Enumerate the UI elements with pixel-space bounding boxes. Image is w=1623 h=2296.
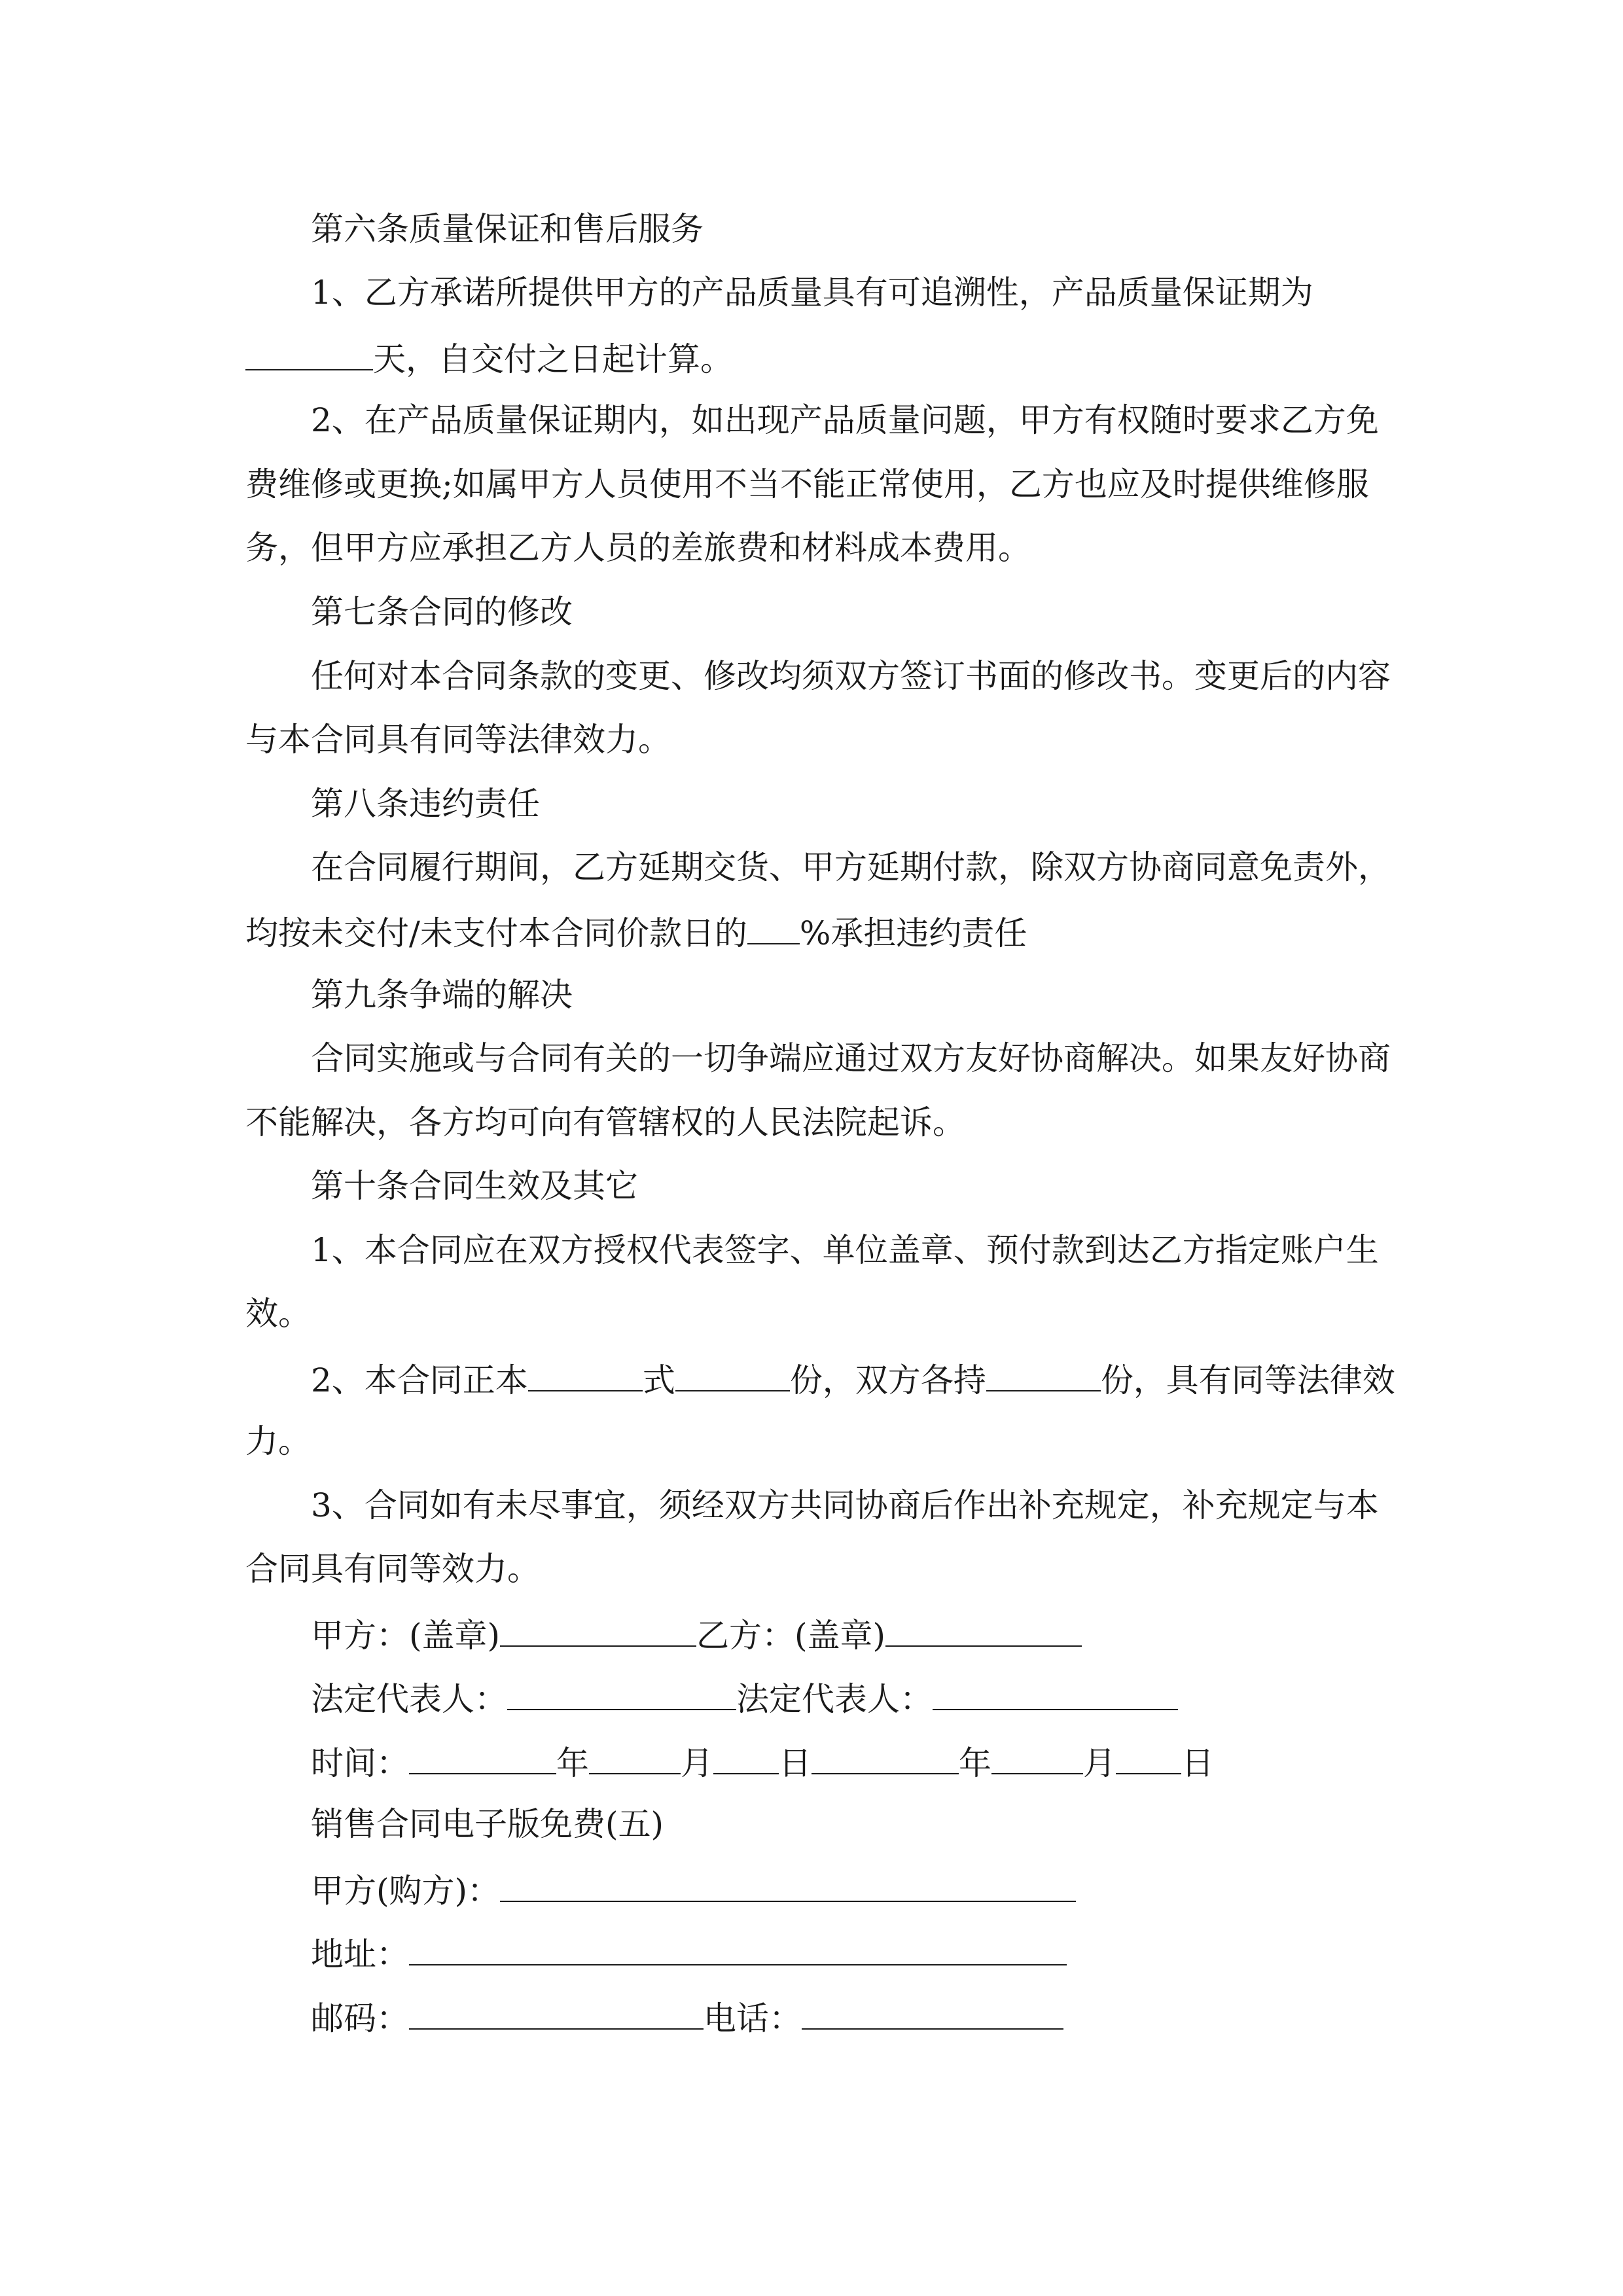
article-10-para-1-line-2: 效。 [245,1295,311,1333]
legal-rep-b-blank [933,1680,1178,1710]
article-6-para-1-line-1: 1、乙方承诺所提供甲方的产品质量具有可追溯性，产品质量保证期为 [311,274,1313,312]
copies-text-c: 份，双方各持 [789,1361,986,1399]
postcode-phone-line [311,2000,1063,2035]
year-label-1: 年 [556,1744,589,1782]
article-10-para-2-line-2: 力。 [245,1422,311,1460]
article-9-para-line-1: 合同实施或与合同有关的一切争端应通过双方友好协商解决。如果友好协商 [311,1039,1391,1077]
time-label: 时间： [311,1744,409,1782]
day-label-2: 日 [1181,1744,1214,1782]
article-6-para-1-text: 天，自交付之日起计算。 [373,340,733,378]
postcode-label: 邮码： [311,2000,409,2037]
article-6-para-1-line-2 [245,340,733,376]
phone-label: 电话： [704,2000,802,2037]
month-label-1: 月 [681,1744,713,1782]
warranty-days-blank [245,340,373,370]
address-blank [409,1935,1067,1965]
article-8-text-b: %承担违约责任 [799,914,1027,952]
article-8-para-line-2 [245,914,1027,950]
article-7-title: 第七条合同的修改 [311,593,573,631]
article-6-title: 第六条质量保证和售后服务 [311,210,704,248]
article-7-para-line-1: 任何对本合同条款的变更、修改均须双方签订书面的修改书。变更后的内容 [311,657,1391,695]
year-blank-2 [812,1744,959,1774]
article-9-title: 第九条争端的解决 [311,976,573,1014]
article-10-title: 第十条合同生效及其它 [311,1167,638,1205]
party-b-seal-label: 乙方：(盖章) [696,1617,886,1655]
month-blank-1 [589,1744,681,1774]
day-label-1: 日 [779,1744,812,1782]
article-6-para-2-line-3: 务，但甲方应承担乙方人员的差旅费和材料成本费用。 [245,529,1031,567]
copies-blank-3 [986,1361,1101,1391]
penalty-percent-blank [747,914,800,944]
article-9-para-line-2: 不能解决，各方均可向有管辖权的人民法院起诉。 [245,1103,965,1141]
party-a-seal-label: 甲方：(盖章) [311,1617,501,1655]
year-blank-1 [409,1744,556,1774]
article-8-title: 第八条违约责任 [311,785,540,823]
date-line [311,1744,1214,1780]
article-7-para-line-2: 与本合同具有同等法律效力。 [245,721,671,759]
copies-text-b: 式 [642,1361,675,1399]
phone-blank [802,2000,1063,2030]
article-8-text-a: 均按未交付/未支付本合同价款日的 [245,914,747,952]
address-line [311,1935,1067,1971]
legal-rep-a-blank [507,1680,736,1710]
buyer-label: 甲方(购方)： [311,1872,501,1910]
copies-text-d: 份，具有同等法律效 [1100,1361,1395,1399]
legal-rep-b-label: 法定代表人： [736,1680,933,1718]
buyer-blank [500,1872,1076,1902]
year-label-2: 年 [959,1744,991,1782]
article-10-para-3-line-1: 3、合同如有未尽事宜，须经双方共同协商后作出补充规定，补充规定与本 [311,1486,1379,1524]
article-6-para-2-line-2: 费维修或更换;如属甲方人员使用不当不能正常使用，乙方也应及时提供维修服 [245,465,1369,503]
copies-blank-1 [528,1361,643,1391]
article-10-para-1-line-1: 1、本合同应在双方授权代表签字、单位盖章、预付款到达乙方指定账户生 [311,1231,1379,1269]
next-contract-title: 销售合同电子版免费(五) [311,1805,664,1843]
party-b-seal-blank [885,1617,1082,1647]
copies-text-a: 2、本合同正本 [311,1361,528,1399]
postcode-blank [409,2000,704,2030]
article-8-para-line-1: 在合同履行期间，乙方延期交货、甲方延期付款，除双方协商同意免责外， [311,848,1391,886]
day-blank-1 [713,1744,779,1774]
legal-rep-line [311,1680,1178,1718]
month-label-2: 月 [1083,1744,1116,1782]
party-a-seal-blank [500,1617,696,1647]
article-10-para-3-line-2: 合同具有同等效力。 [245,1550,540,1588]
article-10-para-2-line-1 [311,1361,1395,1397]
copies-blank-2 [675,1361,790,1391]
month-blank-2 [991,1744,1083,1774]
legal-rep-a-label: 法定代表人： [311,1680,507,1718]
address-label: 地址： [311,1935,409,1973]
article-6-para-2-line-1: 2、在产品质量保证期内，如出现产品质量问题，甲方有权随时要求乙方免 [311,401,1379,439]
buyer-line [311,1872,1076,1910]
day-blank-2 [1116,1744,1181,1774]
seal-line [311,1617,1082,1655]
